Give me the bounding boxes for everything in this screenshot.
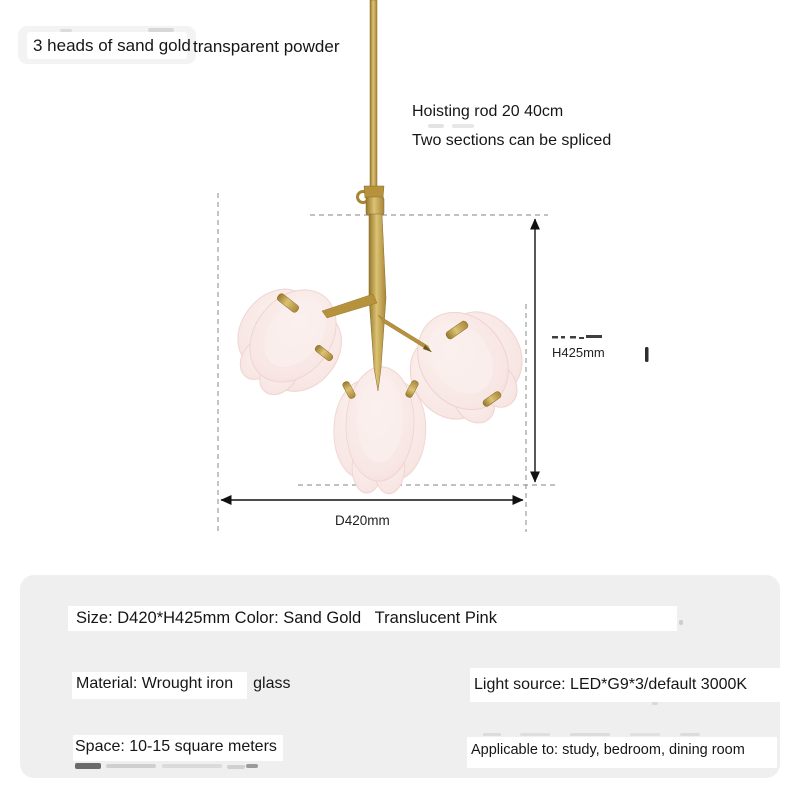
artifact-erased-marks [552, 335, 602, 339]
product-label-text: 3 heads of sand gold [33, 36, 191, 55]
spec-applicable: Applicable to: study, bedroom, dining room [467, 737, 777, 768]
tulip-shade-left [215, 265, 365, 416]
artifact-erased-mark [246, 764, 258, 768]
rod-note-line2: Two sections can be spliced [412, 132, 612, 149]
diameter-dimension-label: D420mm [335, 513, 390, 528]
artifact-erased-mark [630, 733, 660, 736]
spec-space-text: Space: 10-15 square meters [73, 735, 283, 761]
spec-size: Size: D420*H425mm Color: Sand Gold Translucent Pink [68, 606, 677, 631]
artifact-erased-mark [520, 733, 550, 736]
artifact-erased-mark [75, 763, 101, 769]
artifact-erased-mark [680, 733, 700, 736]
artifact-tick-mark [645, 347, 649, 362]
spec-material-highlight: Material: Wrought iron [72, 672, 247, 699]
spec-material-extra: glass [253, 675, 291, 692]
height-dimension-label: H425mm [552, 345, 605, 360]
artifact-erased-mark [106, 764, 156, 768]
rod-note-line1: Hoisting rod 20 40cm [412, 103, 564, 120]
hoisting-rod [370, 0, 377, 187]
artifact-erased-mark [227, 765, 245, 769]
artifact-erased-mark [652, 702, 658, 705]
artifact-erased-mark [483, 733, 501, 736]
spec-space [73, 735, 283, 761]
spec-light-source: Light source: LED*G9*3/default 3000K [470, 668, 783, 702]
product-label-suffix: transparent powder [193, 37, 340, 56]
artifact-erased-mark [570, 733, 610, 736]
artifact-erased-mark [162, 764, 222, 768]
artifact-erased-mark [679, 620, 683, 625]
rod-joint [358, 186, 385, 215]
spec-material [72, 672, 290, 699]
spec-panel [20, 575, 780, 778]
